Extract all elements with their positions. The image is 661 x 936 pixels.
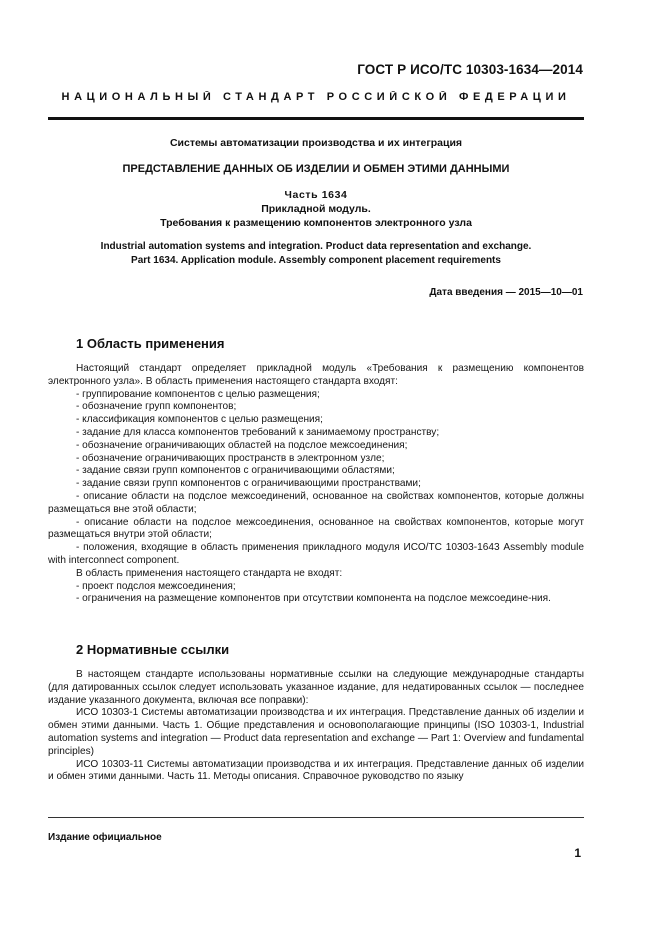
reference-item: ИСО 10303-11 Системы автоматизации производства и их интеграция. Представление данных об изделии и обмен этими данными. Часть 11. Методы описания. Справочное руководство по языку [48,758,584,783]
part-subtitle-2: Требования к размещению компонентов электронного узла [160,217,472,229]
english-title-1: Industrial automation systems and integration. Product data representation and exchange. [100,241,532,252]
paragraph: В область применения настоящего стандарта не входят: [76,567,343,579]
section-2-heading: 2 Нормативные ссылки [76,642,230,657]
page-number: 1 [574,846,581,860]
list-item: - обозначение групп компонентов; [76,401,237,413]
list-item: - обозначение ограничивающих областей на подслое межсоединения; [76,439,408,451]
section-1-heading: 1 Область применения [76,336,225,351]
series-title: Системы автоматизации производства и их интеграция [169,137,463,149]
list-item: - описание области на подслое межсоединения, основанное на свойствах компонентов, которые могут размещаться внутри этой области; [48,516,584,541]
introduction-date: Дата введения — 2015—10—01 [429,287,583,298]
part-label: Часть 1634 [284,189,348,201]
header-divider [48,117,584,120]
list-item: - ограничения на размещение компонентов при отсутствии компонента на подслое межсоедине-ния. [76,593,551,605]
main-title: ПРЕДСТАВЛЕНИЕ ДАННЫХ ОБ ИЗДЕЛИИ И ОБМЕН ЭТИМИ ДАННЫМИ [122,163,510,175]
list-item: - положения, входящие в область применения прикладного модуля ИСО/ТС 10303-1643 Assembly module with interconnect component. [48,542,584,566]
list-item: - задание для класса компонентов требований к занимаемому пространству; [76,426,440,438]
list-item: - задание связи групп компонентов с ограничивающими областями; [76,465,395,477]
list-item: - задание связи групп компонентов с ограничивающими пространствами; [76,478,421,490]
list-item: - описание области на подслое межсоединений, основанное на свойствах компонентов, которые должны размещаться вне этой области; [48,490,584,515]
paragraph: Настоящий стандарт определяет прикладной модуль «Требования к размещению компонентов электронного узла». В область применения настоящего стандарта входят: [48,363,584,387]
edition-label: Издание официальное [48,832,162,843]
list-item: - классификация компонентов с целью размещения; [76,414,323,426]
national-standard-banner: НАЦИОНАЛЬНЫЙ СТАНДАРТ РОССИЙСКОЙ ФЕДЕРАЦИИ [61,91,571,103]
section-2-body [48,669,584,784]
section-1-body [48,363,584,606]
list-item: - группирование компонентов с целью размещения; [76,388,320,400]
paragraph: В настоящем стандарте использованы нормативные ссылки на следующие международные стандарты (для датированных ссылок следует использовать указанное издание, для недатированных ссылок — последнее издание указанного документа, включая все поправки): [48,669,584,706]
document-id: ГОСТ Р ИСО/ТС 10303-1634—2014 [357,62,583,77]
part-subtitle-1: Прикладной модуль. [261,203,371,215]
list-item: - обозначение ограничивающих пространств в электронном узле; [76,452,385,464]
english-title-2: Part 1634. Application module. Assembly component placement requirements [131,255,501,266]
list-item: - проект подслоя межсоединения; [76,580,236,592]
footer-divider [48,817,584,818]
reference-item: ИСО 10303-1 Системы автоматизации производства и их интеграция. Представление данных об изделии и обмен этими данными. Часть 1. Общие представления и основополагающие принципы (ISO 10303-1, Industrial automation systems and integration — Product data representation and exchange — Part 1: Overview and fundamental principles) [48,707,584,757]
